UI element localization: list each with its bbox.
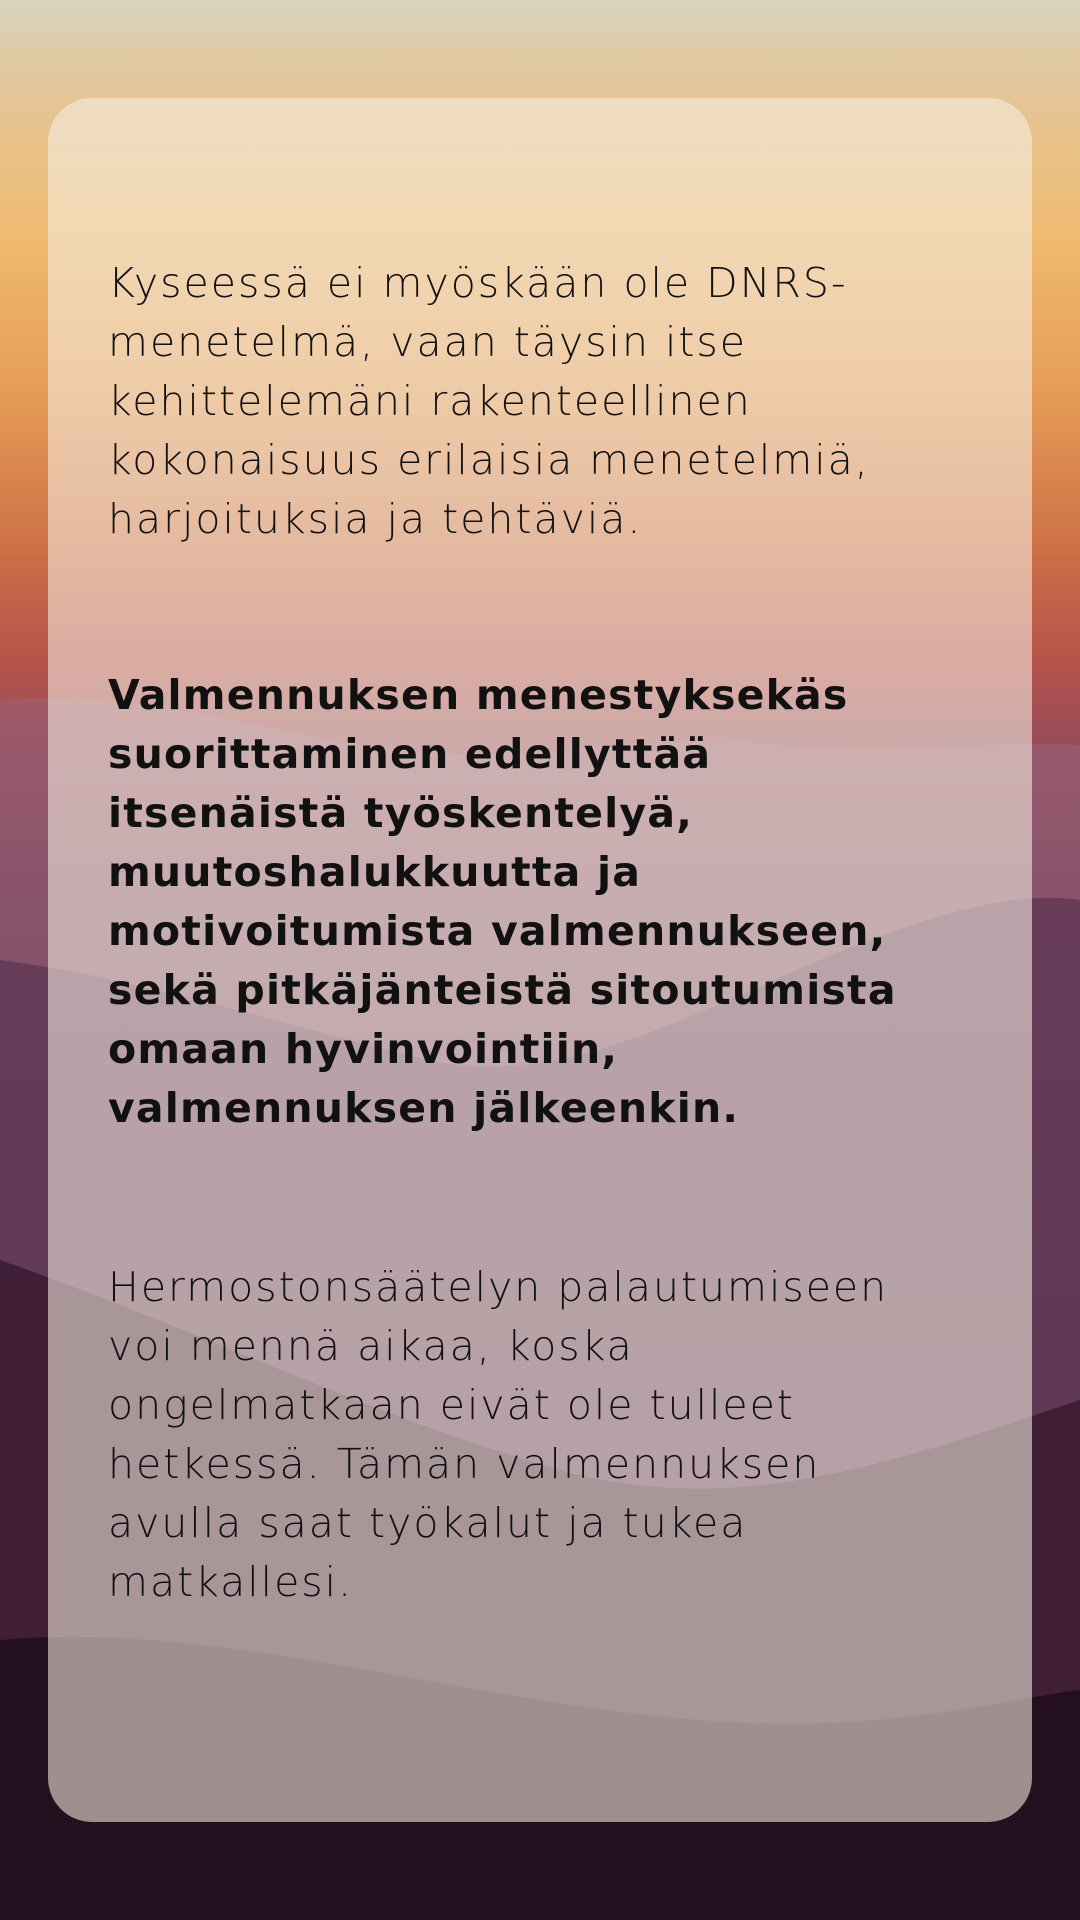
info-card	[48, 98, 1032, 1822]
paragraph-requirements: Valmennuksen menestyksekäs suorittaminen edellyttää itsenäistä työskentelyä, muutoshalukkuutta ja motivoitumista valmennukseen, sekä pitkäjänteistä sitoutumista omaan hyvinvointiin, valmennuksen jälkeenkin.	[108, 671, 897, 1132]
paragraph-recovery-time: Hermostonsäätelyn palautumiseen voi mennä aikaa, koska ongelmatkaan eivät ole tulleet hetkessä. Tämän valmennuksen avulla saat työkalut ja tukea matkallesi.	[108, 1263, 889, 1606]
paragraph-method-description: Kyseessä ei myöskään ole DNRS- menetelmä, vaan täysin itse kehittelemäni rakenteellinen kokonaisuus erilaisia menetelmiä, harjoituksia ja tehtäviä.	[108, 259, 870, 543]
